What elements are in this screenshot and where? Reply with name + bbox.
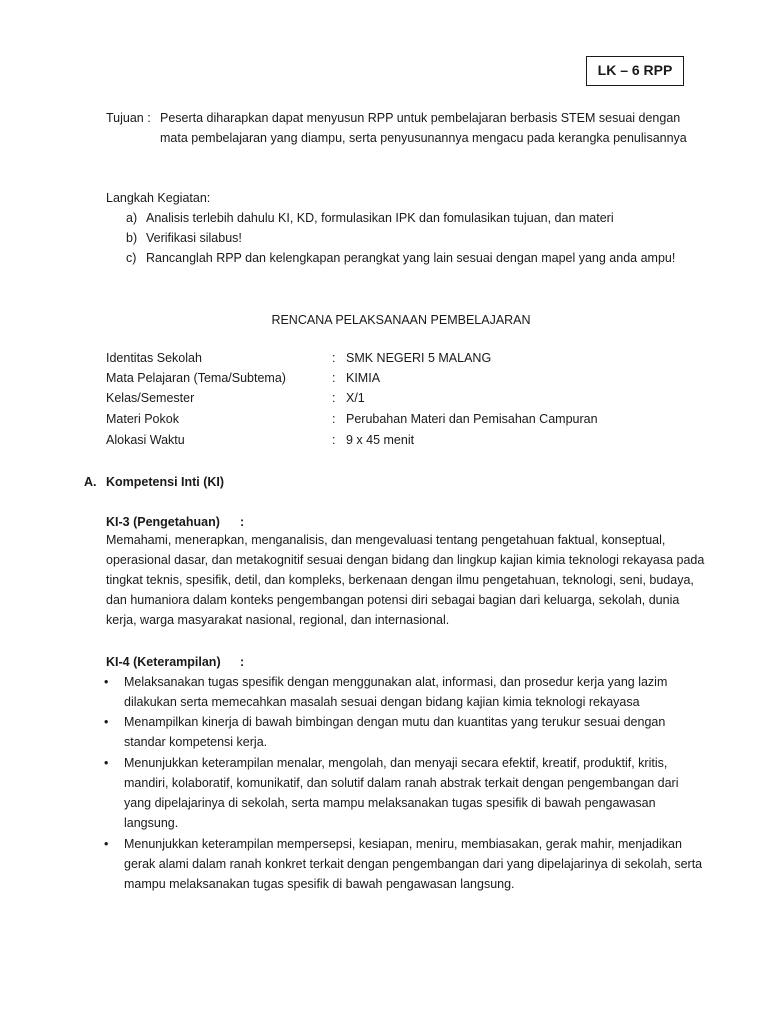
section-letter: A. <box>84 475 97 489</box>
identity-key: Mata Pelajaran (Tema/Subtema) <box>106 371 286 385</box>
ki4-item-text: Melaksanakan tugas spesifik dengan menggunakan alat, informasi, dan prosedur kerja yang lazim dilakukan serta memecahkan masalah sesuai dengan bidang kajian kimia teknologi rekayasa <box>124 675 668 709</box>
ki4-item-text: Menunjukkan keterampilan menalar, mengolah, dan menyaji secara efektif, kreatif, produktif, kritis, mandiri, kolaboratif, komunikatif, dan solutif dalam ranah abstrak terkait dengan pengembangan dari yang dipelajarinya di sekolah, serta mampu melaksanakan tugas spesifik di bawah pengawasan langsung. <box>124 756 679 830</box>
langkah-title: Langkah Kegiatan: <box>106 191 211 205</box>
bullet-dot: • <box>104 837 109 851</box>
identity-colon: : <box>332 391 336 405</box>
tujuan-key: Tujuan : <box>106 111 151 125</box>
ki4-heading <box>106 652 245 672</box>
ki3-text: Memahami, menerapkan, menganalisis, dan mengevaluasi tentang pengetahuan faktual, konseptual, operasional dasar, dan metakognitif sesuai dengan bidang dan lingkup kajian kimia teknologi rekayasa pada tingkat teknis, spesifik, detil, dan kompleks, berkenaan dengan ilmu pengetahuan, teknologi, seni, budaya, dan humaniora dalam konteks pengembangan potensi diri sebagai bagian dari keluarga, sekolah, dunia kerja, warga masyarakat nasional, regional, dan internasional. <box>106 533 705 627</box>
step-text: Verifikasi silabus! <box>146 231 242 245</box>
bullet-dot: • <box>104 675 109 689</box>
identity-colon: : <box>332 351 336 365</box>
identity-value: SMK NEGERI 5 MALANG <box>346 351 492 365</box>
identity-colon: : <box>332 371 336 385</box>
identity-colon: : <box>332 412 336 426</box>
identity-key: Alokasi Waktu <box>106 433 185 447</box>
ki4-item-text: Menunjukkan keterampilan mempersepsi, kesiapan, meniru, membiasakan, gerak mahir, menjadikan gerak alami dalam ranah konkret terkait dengan pengembangan dari yang dipelajarinya di sekolah, serta mampu melaksanakan tugas spesifik di bawah pengawasan langsung. <box>124 837 703 891</box>
step-text: Analisis terlebih dahulu KI, KD, formulasikan IPK dan fomulasikan tujuan, dan materi <box>146 211 614 225</box>
section-title: Kompetensi Inti (KI) <box>106 475 225 489</box>
rpp-title: RENCANA PELAKSANAAN PEMBELAJARAN <box>271 313 531 327</box>
document-label-box: LK – 6 RPP <box>586 56 684 86</box>
step-text: Rancanglah RPP dan kelengkapan perangkat yang lain sesuai dengan mapel yang anda ampu! <box>146 251 676 265</box>
identity-key: Identitas Sekolah <box>106 351 202 365</box>
identity-value: KIMIA <box>346 371 381 385</box>
identity-colon: : <box>332 433 336 447</box>
identity-key: Materi Pokok <box>106 412 179 426</box>
identity-value: 9 x 45 menit <box>346 433 415 447</box>
step-mark: c) <box>126 251 137 265</box>
ki3-heading-text: KI-3 (Pengetahuan) <box>106 515 220 529</box>
bullet-dot: • <box>104 715 109 729</box>
ki4-item-text: Menampilkan kinerja di bawah bimbingan dengan mutu dan kuantitas yang terukur sesuai dengan standar kompetensi kerja. <box>124 715 666 749</box>
step-mark: a) <box>126 211 138 225</box>
step-mark: b) <box>126 231 138 245</box>
identity-key: Kelas/Semester <box>106 391 195 405</box>
ki3-heading <box>106 512 245 532</box>
identity-value: X/1 <box>346 391 365 405</box>
identity-value: Perubahan Materi dan Pemisahan Campuran <box>346 412 598 426</box>
ki3-heading-colon: : <box>240 515 245 529</box>
ki4-heading-text: KI-4 (Keterampilan) <box>106 655 221 669</box>
ki4-heading-colon: : <box>240 655 245 669</box>
bullet-dot: • <box>104 756 109 770</box>
tujuan-text: Peserta diharapkan dapat menyusun RPP untuk pembelajaran berbasis STEM sesuai dengan mata pembelajaran yang diampu, serta penyusunannya mengacu pada kerangka penulisannya <box>160 111 687 145</box>
